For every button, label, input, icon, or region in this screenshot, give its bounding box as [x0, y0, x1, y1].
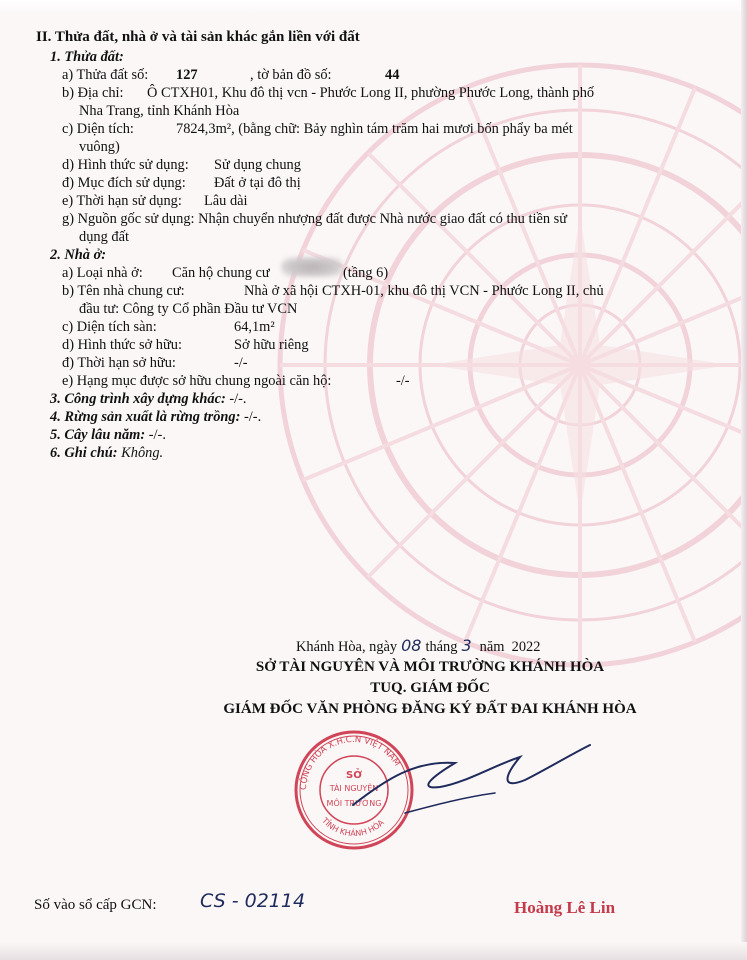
redacted-area: [281, 257, 343, 277]
authority-line-2: TUQ. GIÁM ĐỐC: [370, 680, 490, 696]
house-type-label: a) Loại nhà ở:: [62, 265, 143, 281]
ownership-label: d) Hình thức sở hữu:: [62, 337, 182, 353]
floor-area-value: 64,1m²: [234, 319, 275, 335]
address-line-1: Ô CTXH01, Khu đô thị vcn - Phước Long II, phường Phước Long, thành phố: [147, 85, 595, 101]
date-year-label: năm: [479, 639, 505, 655]
term-value: Lâu dài: [204, 193, 248, 209]
notes-value: Không.: [117, 445, 164, 461]
purpose-label: đ) Mục đích sử dụng:: [62, 175, 186, 191]
authority-line-1: SỞ TÀI NGUYÊN VÀ MÔI TRƯỜNG KHÁNH HÒA: [255, 659, 605, 675]
forest-row: [50, 408, 261, 426]
area-label: c) Diện tích:: [62, 121, 134, 137]
forest-value: -/-.: [240, 409, 262, 425]
common-items-label: e) Hạng mục được sở hữu chung ngoài căn hộ:: [62, 373, 332, 389]
registry-number: CS - 02114: [200, 890, 306, 912]
stamp-center-bottom: MÔI TRƯỜNG: [326, 799, 382, 808]
notes-row: [50, 444, 163, 462]
area-line-2: vuông): [79, 139, 120, 155]
parcel-number: 127: [176, 67, 198, 83]
signer-name: Hoàng Lê Lin: [514, 898, 616, 917]
page-edge-bottom: [0, 942, 747, 960]
house-heading: 2. Nhà ở:: [50, 247, 107, 263]
building-line-2: đầu tư: Công ty Cổ phần Đầu tư VCN: [79, 301, 298, 317]
building-label: b) Tên nhà chung cư:: [62, 283, 185, 299]
ownership-value: Sở hữu riêng: [234, 337, 309, 353]
perennial-value: -/-.: [145, 427, 166, 443]
date-month-label: tháng: [425, 639, 458, 655]
ownership-term-value: -/-: [234, 355, 248, 371]
page-edge-right: [741, 0, 747, 960]
address-line-2: Nha Trang, tỉnh Khánh Hòa: [79, 103, 240, 119]
date-month: 3: [461, 636, 472, 655]
date-line: [296, 637, 540, 656]
date-day: 08: [401, 636, 422, 655]
parcel-label: a) Thửa đất số:: [62, 67, 149, 83]
date-prefix: Khánh Hòa, ngày: [296, 639, 398, 655]
house-type-value: Căn hộ chung cư: [172, 265, 270, 281]
land-heading: 1. Thửa đất:: [50, 49, 124, 65]
stamp-center-top: SỞ: [346, 770, 362, 781]
map-label: , tờ bản đồ số:: [250, 67, 332, 83]
common-items-value: -/-: [396, 373, 410, 389]
building-line-1: Nhà ở xã hội CTXH-01, khu đô thị VCN - Phước Long II, chủ: [244, 283, 604, 299]
house-type-floor: (tầng 6): [343, 265, 389, 281]
other-works-row: [50, 390, 247, 408]
perennial-label: 5. Cây lâu năm:: [50, 427, 146, 443]
registry-label: Số vào sổ cấp GCN:: [34, 897, 157, 913]
ownership-term-label: đ) Thời hạn sở hữu:: [62, 355, 176, 371]
area-line-1: 7824,3m², (bằng chữ: Bảy nghìn tám trăm hai mươi bốn phẩy ba mét: [176, 121, 573, 137]
signature: [345, 735, 595, 840]
section-heading: II. Thửa đất, nhà ở và tài sản khác gắn liền với đất: [36, 29, 360, 45]
forest-label: 4. Rừng sản xuất là rừng trồng:: [50, 409, 241, 425]
origin-line-1: g) Nguồn gốc sử dụng: Nhận chuyển nhượng đất được Nhà nước giao đất có thu tiền sử: [62, 211, 568, 227]
term-label: e) Thời hạn sử dụng:: [62, 193, 182, 209]
other-works-value: -/-.: [225, 391, 247, 407]
floor-area-label: c) Diện tích sàn:: [62, 319, 157, 335]
usage-form-value: Sử dụng chung: [214, 157, 301, 173]
usage-form-label: d) Hình thức sử dụng:: [62, 157, 189, 173]
perennial-row: [50, 426, 166, 444]
stamp-bottom-text: TỈNH KHÁNH HÒA: [320, 816, 386, 839]
notes-label: 6. Ghi chú:: [50, 445, 118, 461]
date-year: 2022: [511, 639, 541, 655]
authority-line-3: GIÁM ĐỐC VĂN PHÒNG ĐĂNG KÝ ĐẤT ĐAI KHÁNH HÒA: [223, 701, 637, 717]
stamp-center-mid: TÀI NGUYÊN: [329, 784, 379, 793]
map-number: 44: [385, 67, 400, 83]
stamp-ring-text: CỘNG HÒA X.H.C.N VIỆT NAM: [298, 734, 402, 791]
purpose-value: Đất ở tại đô thị: [214, 175, 301, 191]
origin-line-2: dụng đất: [79, 229, 129, 245]
other-works-label: 3. Công trình xây dựng khác:: [50, 391, 226, 407]
address-label: b) Địa chỉ:: [62, 85, 124, 101]
